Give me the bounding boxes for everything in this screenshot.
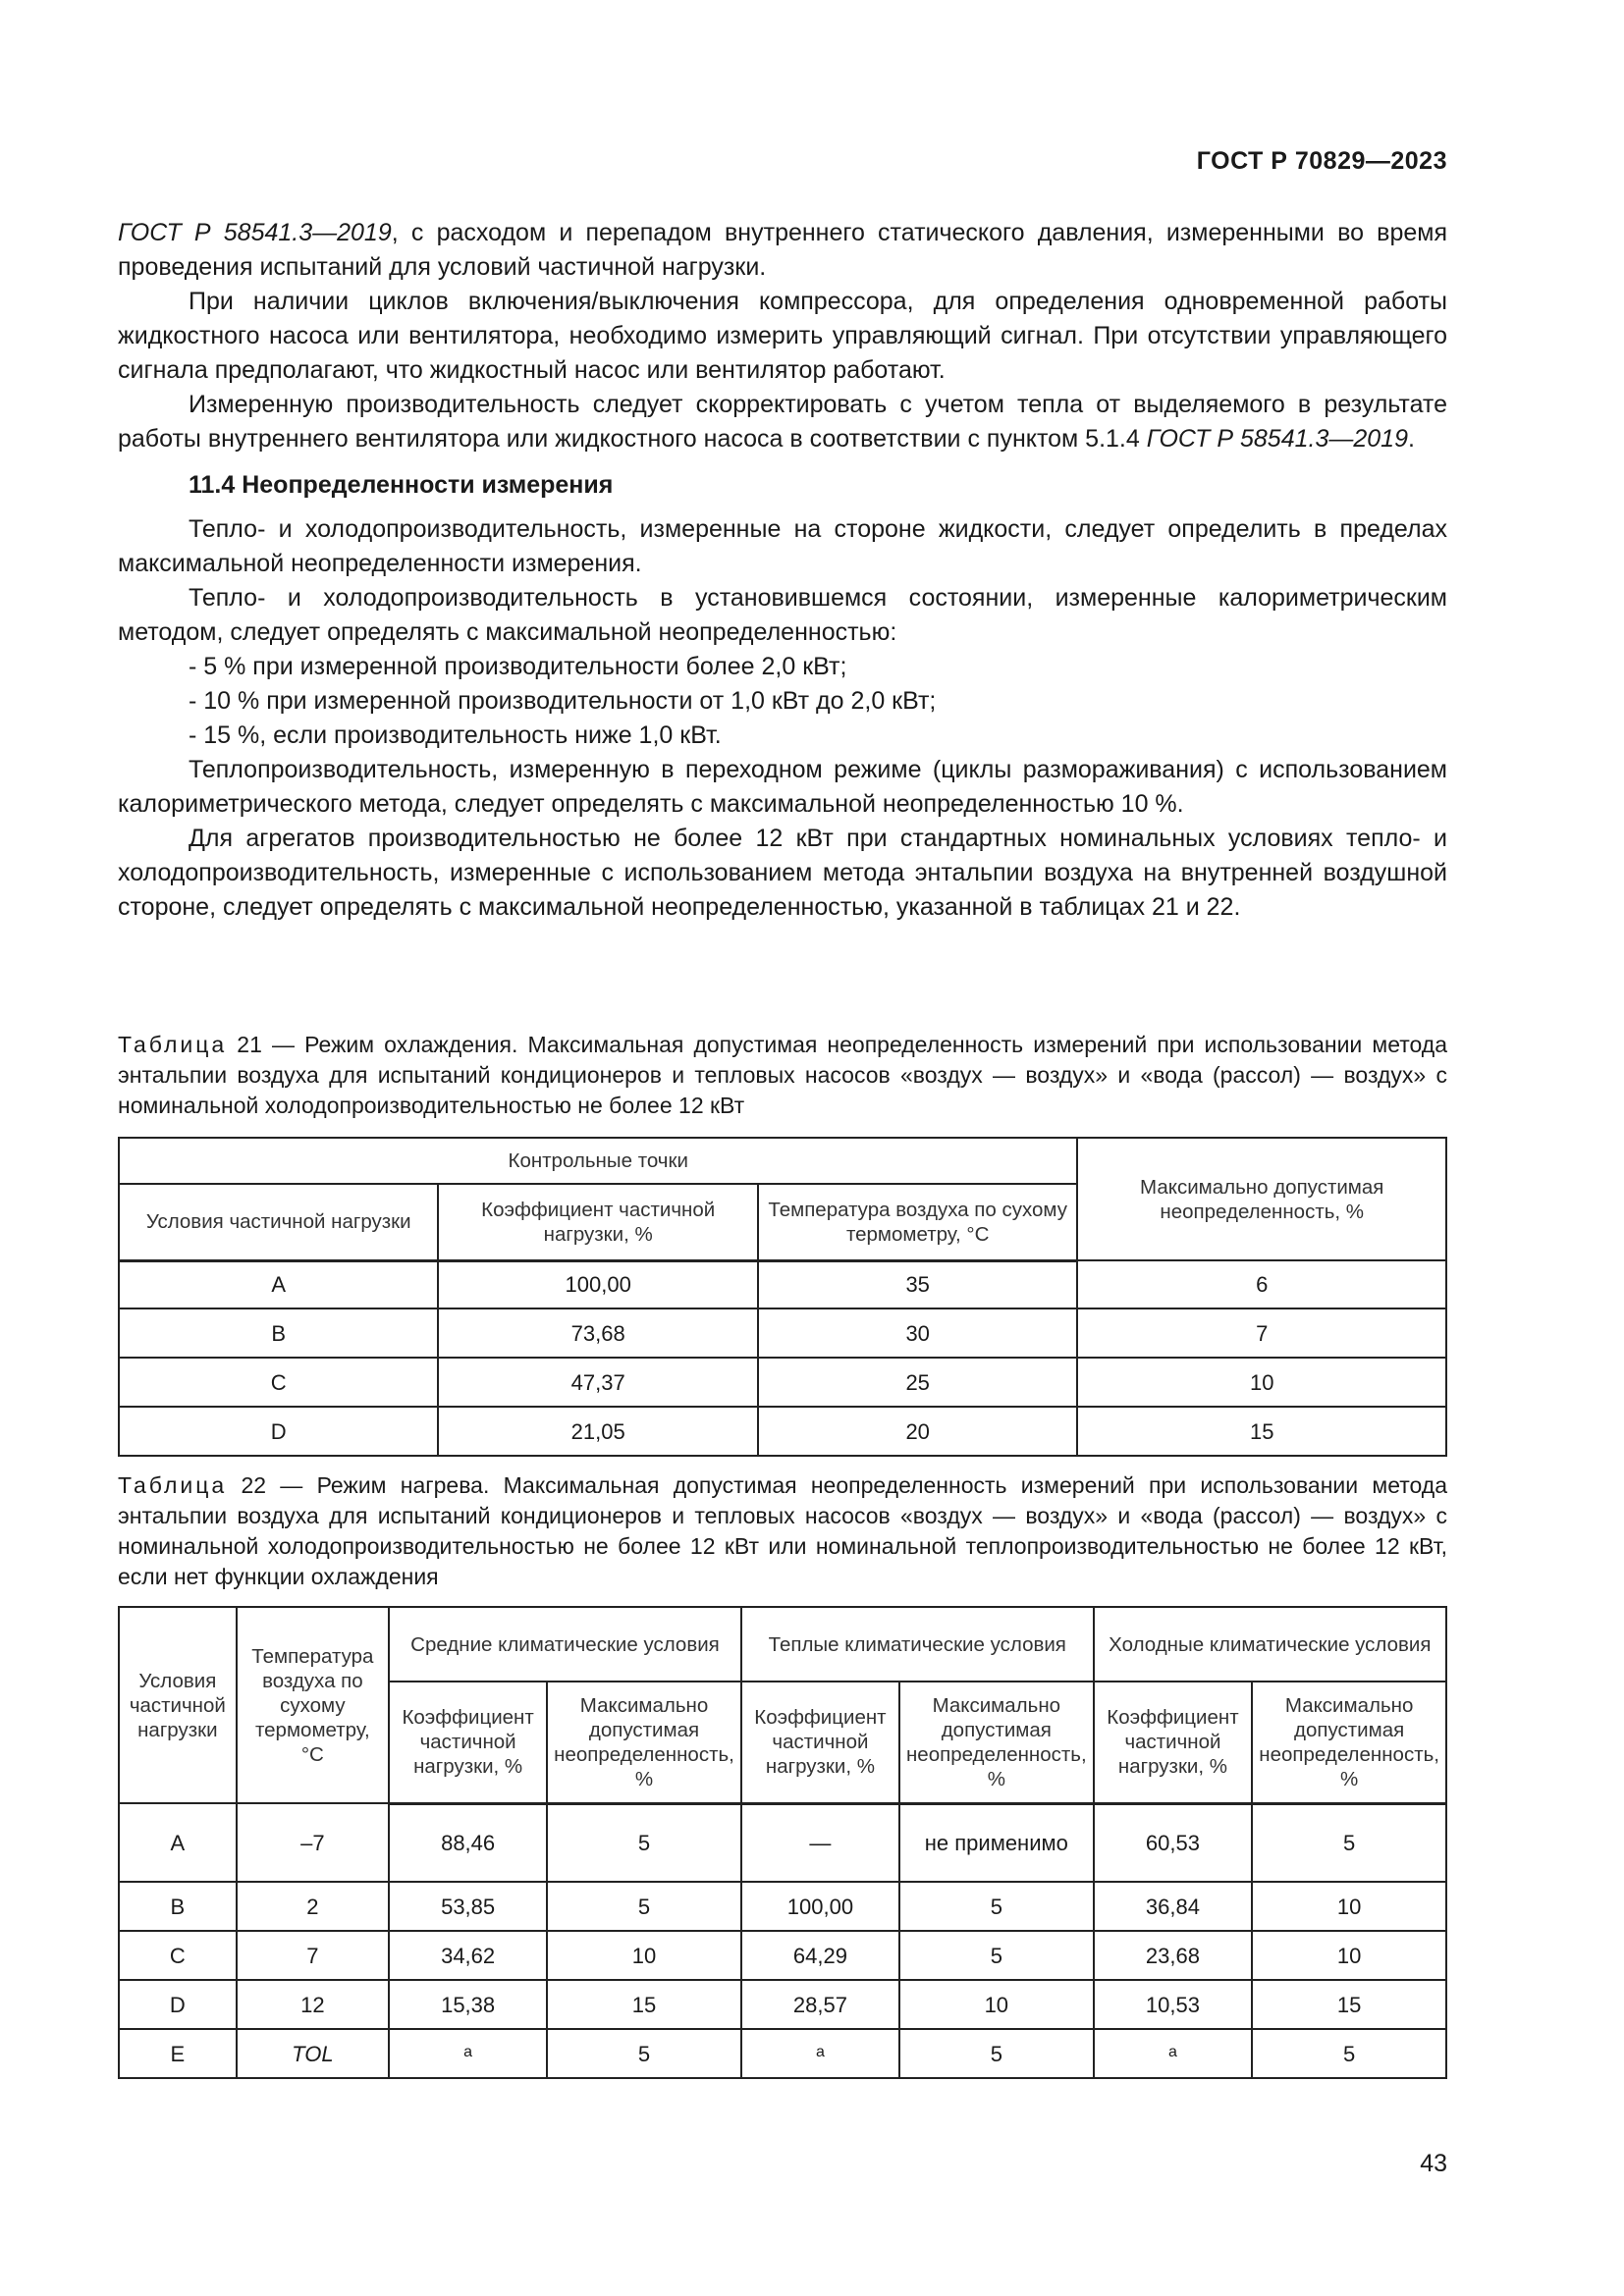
table-header: Средние климатические условия [389, 1607, 741, 1682]
table-cell: D [119, 1980, 237, 2029]
table-cell: D [119, 1407, 438, 1456]
table-cell: E [119, 2029, 237, 2078]
table-cell: B [119, 1308, 438, 1358]
list-item: - 10 % при измеренной производительности от 1,0 кВт до 2,0 кВт; [189, 687, 937, 715]
document-code: ГОСТ Р 70829—2023 [1196, 147, 1447, 175]
table-cell: 10 [547, 1931, 741, 1980]
table-cell: 15 [1077, 1407, 1446, 1456]
table-cell: 6 [1077, 1260, 1446, 1308]
footnote-mark-cell: a [741, 2029, 899, 2078]
table-row [119, 1882, 1446, 1931]
table-cell: 2 [237, 1882, 389, 1931]
table-row [119, 1407, 1446, 1456]
table-cell: –7 [237, 1803, 389, 1882]
table-cell: 73,68 [438, 1308, 758, 1358]
table-row [119, 1931, 1446, 1980]
page-number: 43 [1420, 2150, 1447, 2177]
table-cell: 23,68 [1094, 1931, 1253, 1980]
table-cell: 5 [1252, 2029, 1446, 2078]
table-cell: 15 [547, 1980, 741, 2029]
table-cell: 5 [1252, 1803, 1446, 1882]
table-cell: 12 [237, 1980, 389, 2029]
table-22-caption: Таблица 22 — Режим нагрева. Максимальная допустимая неопределенность измерений при использовании метода энтальпии воздуха для испытаний кондиционеров и тепловых насосов «воздух — воздух» и «вода (рассол) — воздух» с номинальной холодопроизводительностью не более 12 кВт или номинальной теплопроизводительностью не более 12 кВт, если нет функции охлаждения [118, 1472, 1447, 1589]
table-cell: — [741, 1803, 899, 1882]
table-cell: 10,53 [1094, 1980, 1253, 2029]
table-cell: 10 [899, 1980, 1094, 2029]
table-header: Коэффициент частичной нагрузки, % [438, 1184, 758, 1260]
table-header: Коэффициент частичной нагрузки, % [741, 1682, 899, 1803]
table-cell: 7 [1077, 1308, 1446, 1358]
paragraph-3: Измеренную производительность следует скорректировать с учетом тепла от выделяемого в результате работы внутреннего вентилятора или жидкостного насоса в соответствии с пунктом 5.1.4 ГОСТ Р 58541.3—2019. [118, 391, 1447, 453]
table-cell: не применимо [899, 1803, 1094, 1882]
table-cell: 60,53 [1094, 1803, 1253, 1882]
section-paragraph-1: Тепло- и холодопроизводительность, измеренные на стороне жидкости, следует определить в пределах максимальной неопределенности измерения. [118, 515, 1447, 577]
table-cell: 20 [758, 1407, 1078, 1456]
section-paragraph-4: Для агрегатов производительностью не более 12 кВт при стандартных номинальных условиях тепло- и холодопроизводительность, измеренные с использованием метода энтальпии воздуха на внутренней воздушной стороне, следует определять с максимальной неопределенностью, указанной в таблицах 21 и 22. [118, 825, 1447, 921]
table-cell: 36,84 [1094, 1882, 1253, 1931]
table-cell: 10 [1252, 1931, 1446, 1980]
paragraph-1: ГОСТ Р 58541.3—2019, с расходом и перепадом внутреннего статического давления, измеренными во время проведения испытаний для условий частичной нагрузки. [118, 219, 1447, 281]
table-cell: 5 [899, 1882, 1094, 1931]
table-cell: TOL [237, 2029, 389, 2078]
table-cell: C [119, 1931, 237, 1980]
section-paragraph-2: Тепло- и холодопроизводительность в установившемся состоянии, измеренные калориметрическим методом, следует определять с максимальной неопределенностью: [118, 584, 1447, 646]
table-cell: 64,29 [741, 1931, 899, 1980]
table-cell: 5 [547, 1803, 741, 1882]
table-header: Максимально допустимая неопределенность, % [1077, 1138, 1446, 1260]
table-header: Максимально допустимая неопределенность, % [1252, 1682, 1446, 1803]
table-cell: 5 [899, 2029, 1094, 2078]
table-cell: 28,57 [741, 1980, 899, 2029]
footnote-mark-cell: a [389, 2029, 547, 2078]
table-cell: 100,00 [438, 1260, 758, 1308]
table-header: Коэффициент частичной нагрузки, % [389, 1682, 547, 1803]
table-cell: 21,05 [438, 1407, 758, 1456]
table-row [119, 1308, 1446, 1358]
table-cell: 10 [1077, 1358, 1446, 1407]
table-header: Коэффициент частичной нагрузки, % [1094, 1682, 1253, 1803]
footnote-mark-cell: a [1094, 2029, 1253, 2078]
paragraph-2: При наличии циклов включения/выключения компрессора, для определения одновременной работы жидкостного насоса или вентилятора, необходимо измерить управляющий сигнал. При отсутствии управляющего сигнала предполагают, что жидкостный насос или вентилятор работают. [118, 288, 1447, 384]
table-header: Температура воздуха по сухому термометру, °С [758, 1184, 1078, 1260]
section-paragraph-3: Теплопроизводительность, измеренную в переходном режиме (циклы размораживания) с использованием калориметрического метода, следует определять с максимальной неопределенностью 10 %. [118, 756, 1447, 818]
table-cell: 34,62 [389, 1931, 547, 1980]
intro-text [118, 216, 1447, 925]
table-header: Температура воздуха по сухому термометру, °С [237, 1607, 389, 1803]
table-cell: 47,37 [438, 1358, 758, 1407]
table-row [119, 1260, 1446, 1308]
table-cell: C [119, 1358, 438, 1407]
table-21 [118, 1137, 1447, 1457]
table-cell: 7 [237, 1931, 389, 1980]
table-header: Максимально допустимая неопределенность, % [547, 1682, 741, 1803]
table-cell: 10 [1252, 1882, 1446, 1931]
section-title: 11.4 Неопределенности измерения [189, 471, 614, 499]
list-item: - 15 %, если производительность ниже 1,0 кВт. [189, 721, 722, 749]
table-cell: 100,00 [741, 1882, 899, 1931]
table-cell: 5 [547, 1882, 741, 1931]
table-header: Холодные климатические условия [1094, 1607, 1446, 1682]
table-22 [118, 1606, 1447, 2079]
table-header: Теплые климатические условия [741, 1607, 1094, 1682]
table-cell: 88,46 [389, 1803, 547, 1882]
table-cell: 15,38 [389, 1980, 547, 2029]
table-cell: 35 [758, 1260, 1078, 1308]
table-cell: 5 [547, 2029, 741, 2078]
standard-reference: ГОСТ Р 58541.3—2019 [1146, 425, 1408, 453]
table-row [119, 1980, 1446, 2029]
table-cell: 30 [758, 1308, 1078, 1358]
table-cell: 5 [899, 1931, 1094, 1980]
table-cell: 25 [758, 1358, 1078, 1407]
table-cell: A [119, 1260, 438, 1308]
table-row [119, 2029, 1446, 2078]
table-header: Максимально допустимая неопределенность, % [899, 1682, 1094, 1803]
table-row [119, 1358, 1446, 1407]
table-cell: 15 [1252, 1980, 1446, 2029]
table-cell: A [119, 1803, 237, 1882]
table-cell: 53,85 [389, 1882, 547, 1931]
table-header: Контрольные точки [119, 1138, 1077, 1184]
table-header: Условия частичной нагрузки [119, 1607, 237, 1803]
standard-reference: ГОСТ Р 58541.3—2019 [118, 219, 392, 246]
table-cell: B [119, 1882, 237, 1931]
table-row [119, 1803, 1446, 1882]
table-21-caption: Таблица 21 — Режим охлаждения. Максимальная допустимая неопределенность измерений при использовании метода энтальпии воздуха для испытаний кондиционеров и тепловых насосов «воздух — воздух» и «вода (рассол) — воздух» с номинальной холодопроизводительностью не более 12 кВт [118, 1032, 1447, 1118]
list-item: - 5 % при измеренной производительности более 2,0 кВт; [189, 653, 847, 680]
table-header: Условия частичной нагрузки [119, 1184, 438, 1260]
